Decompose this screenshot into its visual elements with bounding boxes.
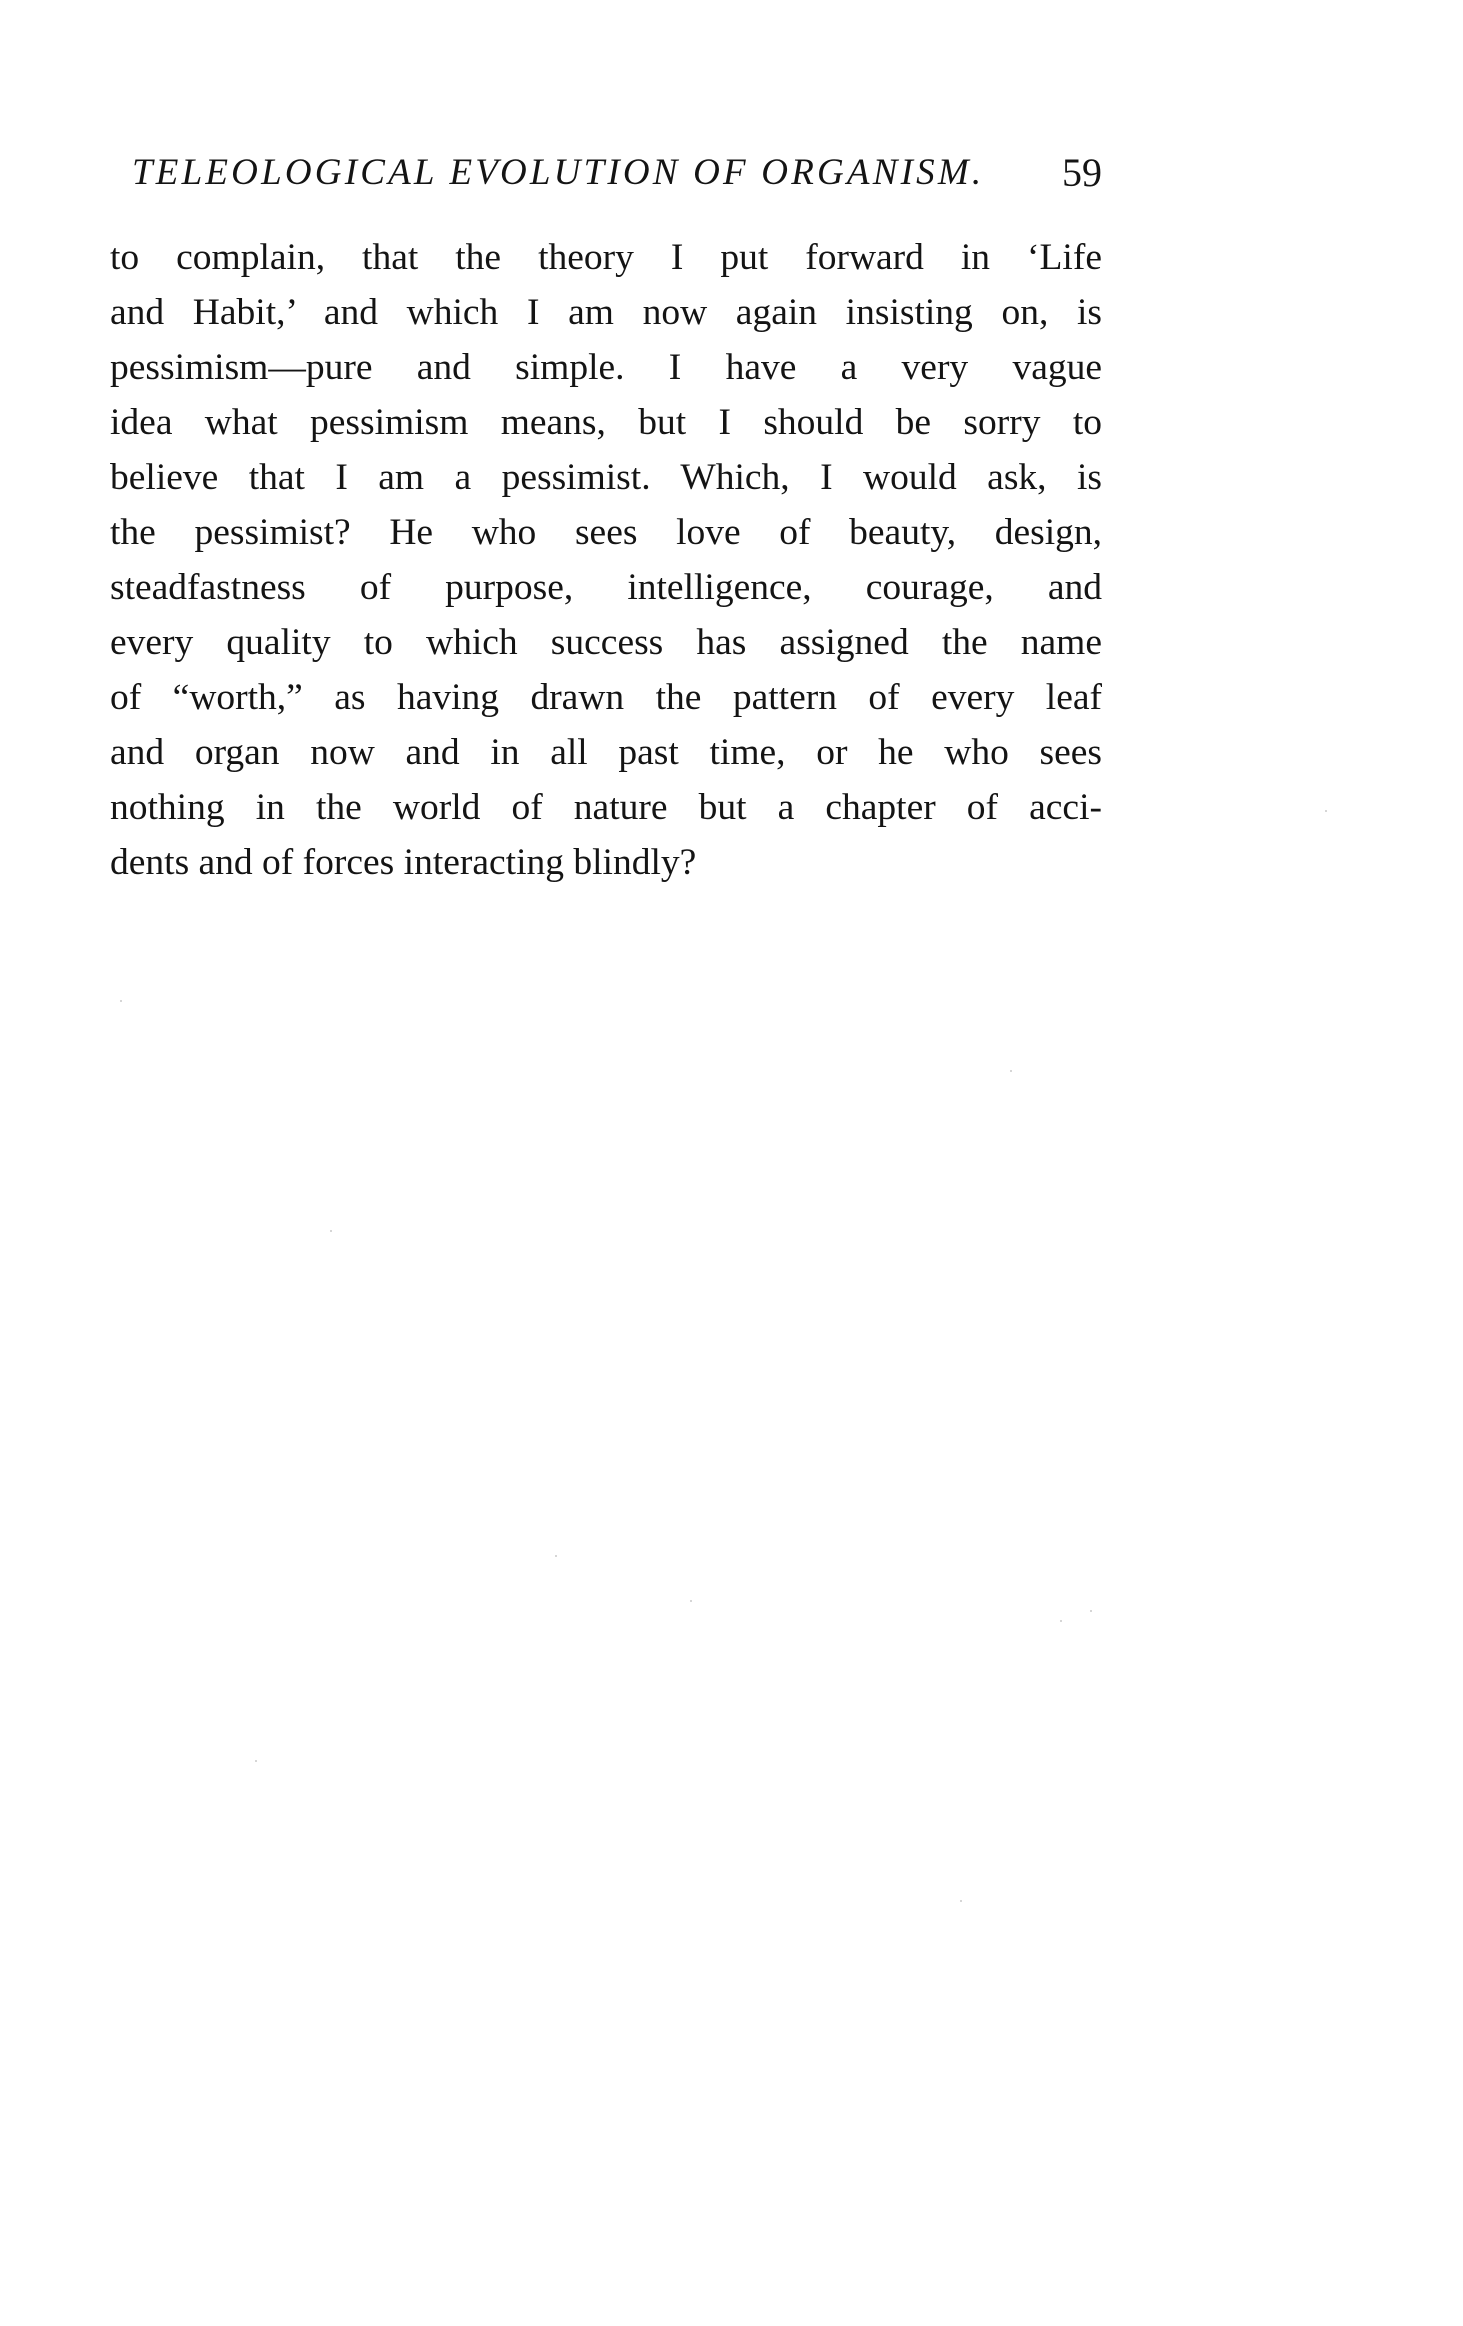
scan-speck [120,1000,122,1002]
running-head [132,148,1102,198]
text-line: and Habit,’ and which I am now again insisting on, is [110,292,1102,333]
scan-speck [330,1230,332,1232]
text-line: pessimism—pure and simple. I have a very vague [110,347,1102,388]
text-line: and organ now and in all past time, or he who sees [110,732,1102,773]
scan-speck [1090,1610,1092,1612]
text-line: to complain, that the theory I put forward in ‘Life [110,237,1102,278]
running-head-title: TELEOLOGICAL EVOLUTION OF ORGANISM. [132,152,985,193]
text-line: idea what pessimism means, but I should be sorry to [110,402,1102,443]
page-number: 59 [1062,150,1102,195]
body-paragraph [110,230,1102,890]
text-line: believe that I am a pessimist. Which, I would ask, is [110,457,1102,498]
scan-speck [960,1900,962,1902]
text-line: of “worth,” as having drawn the pattern of every leaf [110,677,1102,718]
text-line: dents and of forces interacting blindly? [110,842,697,883]
text-line: every quality to which success has assigned the name [110,622,1102,663]
scan-speck [555,1555,557,1557]
scan-speck [690,1600,692,1602]
scan-speck [1060,1620,1062,1622]
text-line: nothing in the world of nature but a chapter of acci- [110,787,1102,828]
text-line: the pessimist? He who sees love of beauty, design, [110,512,1102,553]
scan-speck [255,1760,257,1762]
scan-speck [1010,1070,1012,1072]
text-line: steadfastness of purpose, intelligence, courage, and [110,567,1102,608]
scan-speck [1325,810,1327,812]
